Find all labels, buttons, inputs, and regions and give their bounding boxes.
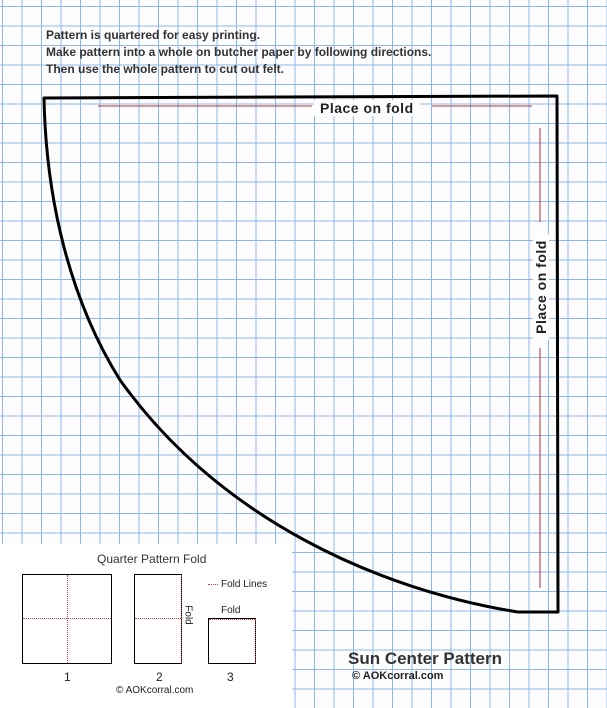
instruction-line-2: Make pattern into a whole on butcher paper by following directions. [46, 45, 432, 59]
legend-copyright: © AOKcorral.com [116, 685, 194, 696]
fold-line-swatch [208, 584, 218, 585]
step3-fold-label: Fold [221, 605, 241, 616]
fold-lines-key-label: Fold Lines [221, 579, 268, 590]
step2-fold-label: Fold [182, 605, 194, 625]
step2-number: 2 [156, 670, 163, 684]
instruction-line-1: Pattern is quartered for easy printing. [46, 28, 261, 42]
pattern-copyright: © AOKcorral.com [352, 670, 444, 682]
step2-half-rectangle [134, 574, 182, 664]
step3-top-fold-edge [209, 619, 255, 620]
step2-horizontal-fold-line [135, 618, 181, 619]
step1-vertical-fold-line [67, 575, 68, 663]
step3-number: 3 [227, 670, 234, 684]
fold-lines-key [208, 579, 267, 590]
legend-title: Quarter Pattern Fold [97, 552, 207, 566]
step1-horizontal-fold-line [23, 618, 111, 619]
place-on-fold-top-label: Place on fold [314, 100, 420, 116]
step1-number: 1 [64, 670, 71, 684]
pattern-title: Sun Center Pattern [348, 649, 502, 668]
instruction-line-3: Then use the whole pattern to cut out felt. [46, 62, 285, 76]
step3-quarter-square [208, 618, 256, 664]
step3-right-fold-edge [255, 619, 256, 663]
place-on-fold-right-label: Place on fold [533, 234, 549, 340]
